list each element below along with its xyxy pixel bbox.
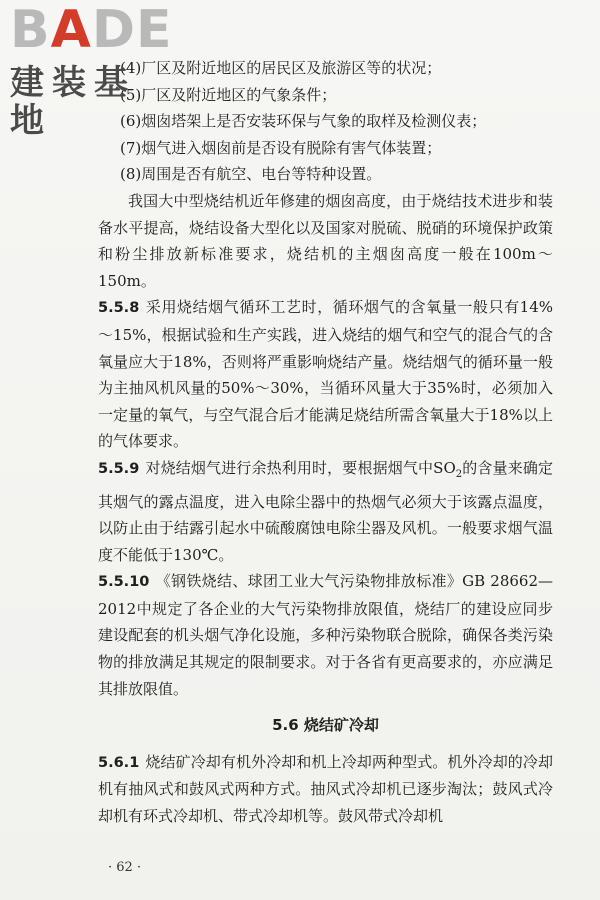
list-item: (8)周围是否有航空、电台等特种设置。 [120,165,382,184]
subscript: 2 [455,468,463,480]
section-text: 烧结矿冷却有机外冷却和机上冷却两种型式。机外冷却的冷却机有抽风式和鼓风式两种方式。抽风式冷却机已逐步淘汰；鼓风式冷却机有环式冷却机、带式冷却机等。鼓风带式冷却机 [98,752,553,826]
section-number: 5.5.8 [98,300,140,317]
list-item: (6)烟囱塔架上是否安装环保与气象的取样及检测仪表； [120,112,487,131]
logo-brand: BADE [10,0,173,60]
section-5-5-10 [98,568,553,702]
section-text: 采用烧结烟气循环工艺时，循环烟气的含氧量一般只有14%～15%，根据试验和生产实践，进入烧结的烟气和空气的混合气的含氧量应大于18%，否则将严重影响烧结产量。烧结烟气的循环量一般为主抽风机风量的50%～30%，当循环风量大于35%时，必须加入一定量的氧气，与空气混合后才能满足烧结所需含氧量大于18%以上的气体要求。 [98,298,553,451]
watermark-logo [6,0,176,141]
section-heading: 5.6 烧结矿冷却 [272,716,379,735]
section-5-6-1 [98,749,553,830]
section-number: 5.5.10 [98,574,150,591]
section-5-5-9 [98,455,553,568]
page-number: · 62 · [108,860,142,875]
list-item: (5)厂区及附近地区的气象条件； [120,85,337,104]
logo-subtitle: 建装基地 [10,63,136,141]
list-item: (7)烟气进入烟囱前是否设有脱除有害气体装置； [120,138,442,157]
document-body [98,55,553,830]
section-number: 5.6.1 [98,754,140,771]
list-item: (4)厂区及附近地区的居民区及旅游区等的状况； [120,59,442,77]
section-5-5-8 [98,294,553,455]
intro-paragraph: 我国大中型烧结机近年修建的烟囱高度，由于烧结技术进步和装备水平提高，烧结设备大型化以及国家对脱硫、脱硝的环境保护政策和粉尘排放新标准要求，烧结机的主烟囱高度一般在100m～150m。 [98,191,553,290]
section-text: 《钢铁烧结、球团工业大气污染物排放标准》GB 28662—2012中规定了各企业的大气污染物排放限值，烧结厂的建设应同步建设配套的机头烟气净化设施，多种污染物联合脱除，确保各类污染物的排放满足其规定的限制要求。对于各省有更高要求的，亦应满足其排放限值。 [98,572,553,698]
section-text-b: 的含量来确定其烟气的露点温度，进入电除尘器中的热烟气必须大于该露点温度，以防止由于结露引起水中硫酸腐蚀电除尘器及风机。一般要求烟气温度不能低于130℃。 [98,458,553,564]
section-number: 5.5.9 [98,460,140,477]
section-text-a: 对烧结烟气进行余热利用时，要根据烟气中SO [145,458,456,477]
